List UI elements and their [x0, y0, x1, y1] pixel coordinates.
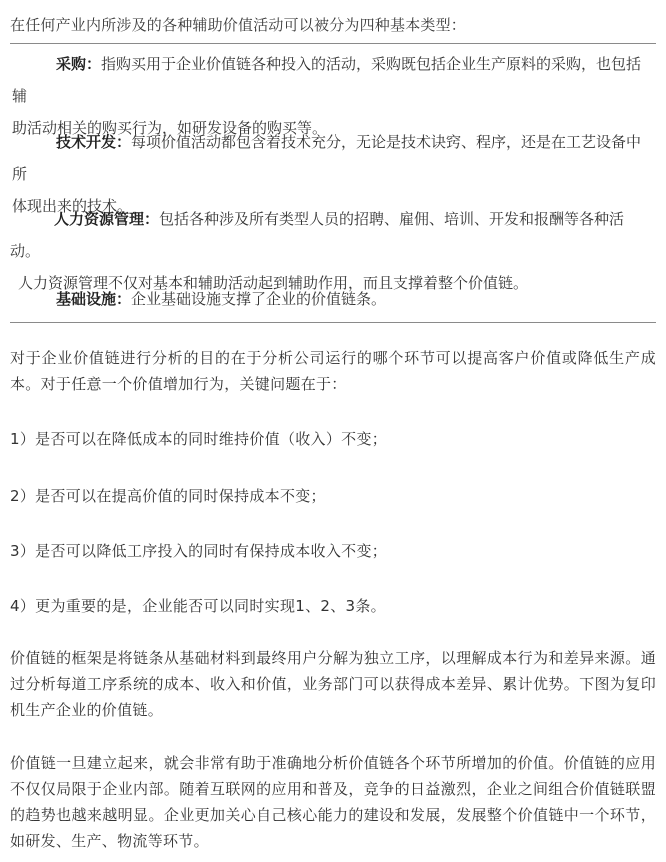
- activity-term: 采购：: [56, 55, 102, 73]
- paragraph-value-chain-framework: 价值链的框架是将链条从基础材料到最终用户分解为独立工序，以理解成本行为和差异来源。通过分析每道工序系统的成本、收入和价值，业务部门可以获得成本差异、累计优势。下图为复印机生产企业的价值链。: [10, 649, 656, 719]
- question-3: 3）是否可以降低工序投入的同时有保持成本收入不变；: [10, 542, 388, 560]
- activity-line-2: 人力资源管理不仅对基本和辅助活动起到辅助作用，而且支撑着整个价值链。: [18, 274, 529, 292]
- paragraph-value-chain-application: 价值链一旦建立起来，就会非常有助于准确地分析价值链各个环节所增加的价值。价值链的应用不仅仅局限于企业内部。随着互联网的应用和普及，竞争的日益激烈，企业之间组合价值链联盟的趋势也越来越明显。企业更加关心自己核心能力的建设和发展，发展整个价值链中一个环节，如研发、生产、物流等环节。: [10, 754, 656, 850]
- activity-term: 技术开发：: [56, 133, 132, 151]
- activity-line-1: [12, 126, 652, 190]
- top-divider: [10, 43, 656, 44]
- activity-term: 人力资源管理：: [54, 210, 160, 228]
- activity-term: 基础设施：: [56, 290, 132, 308]
- activity-line-1: [12, 283, 652, 315]
- bottom-divider: [10, 322, 656, 323]
- intro-text: 在任何产业内所涉及的各种辅助价值活动可以被分为四种基本类型：: [10, 16, 467, 34]
- activity-desc: 包括各种涉及所有类型人员的招聘、雇佣、培训、开发和报酬等各种活动。: [10, 210, 625, 260]
- activity-desc: 每项价值活动都包含着技术充分，无论是技术诀窍、程序，还是在工艺设备中所: [12, 133, 642, 183]
- activity-desc: 企业基础设施支撑了企业的价值链条。: [131, 290, 387, 308]
- paragraph-analysis-purpose: 对于企业价值链进行分析的目的在于分析公司运行的哪个环节可以提高客户价值或降低生产成本。对于任意一个价值增加行为，关键问题在于：: [10, 349, 656, 393]
- activity-infrastructure: [12, 283, 652, 315]
- question-1: 1）是否可以在降低成本的同时维持价值（收入）不变；: [10, 430, 388, 448]
- activity-desc: 指购买用于企业价值链各种投入的活动，采购既包括企业生产原料的采购，也包括辅: [12, 55, 642, 105]
- activity-line-1: [12, 48, 652, 112]
- question-2: 2）是否可以在提高价值的同时保持成本不变；: [10, 487, 326, 505]
- activity-line-2: 助活动相关的购买行为，如研发设备的购买等。: [12, 119, 328, 137]
- question-4: 4）更为重要的是，企业能否可以同时实现1、2、3条。: [10, 597, 386, 615]
- activity-line-1: [10, 203, 650, 267]
- activity-line-2: 体现出来的技术。: [12, 197, 133, 215]
